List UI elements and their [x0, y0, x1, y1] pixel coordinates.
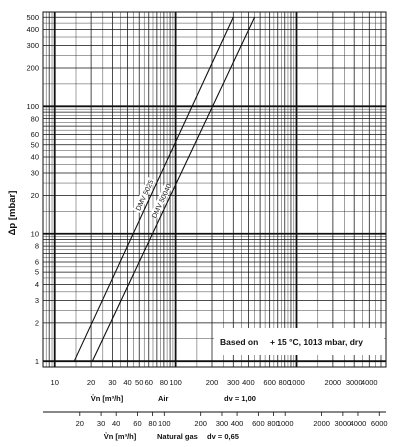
x-tick-label-gas: 6000 [370, 419, 388, 428]
x-tick-label-gas: 600 [252, 419, 265, 428]
x-axis-density-air: dv = 1,00 [224, 394, 256, 403]
x-tick-label-air: 800 [278, 378, 292, 387]
y-tick-label: 30 [30, 168, 39, 178]
x-tick-labels-air [51, 378, 378, 387]
x-axis-label-gas: V̊n [m³/h] [103, 432, 137, 441]
y-tick-label: 100 [26, 101, 39, 111]
x-tick-label-air: 100 [169, 378, 182, 387]
series-line [74, 17, 233, 361]
y-tick-label: 10 [30, 229, 39, 239]
x-tick-label-air: 20 [86, 378, 96, 387]
x-tick-label-air: 400 [242, 378, 255, 387]
y-tick-label: 60 [30, 130, 39, 140]
x-tick-label-gas: 4000 [349, 419, 367, 428]
series-line [92, 17, 254, 361]
x-tick-label-air: 30 [108, 378, 117, 387]
major-grid [43, 12, 386, 367]
x-tick-label-air: 60 [144, 378, 153, 387]
x-axis-density-gas: dv = 0,65 [207, 432, 239, 441]
x-tick-label-gas: 3000 [334, 419, 352, 428]
x-tick-label-air: 50 [135, 378, 144, 387]
y-tick-label: 1 [34, 356, 39, 366]
x-tick-label-air: 3000 [345, 378, 363, 387]
y-tick-label: 3 [34, 295, 39, 305]
y-tick-label: 4 [34, 280, 39, 290]
x-axis-medium-air: Air [158, 394, 169, 403]
y-tick-label: 400 [26, 25, 39, 35]
series-label: DMV 50040 [151, 183, 174, 220]
x-tick-label-air: 2000 [324, 378, 342, 387]
x-tick-label-gas: 800 [267, 419, 280, 428]
y-tick-labels [26, 13, 39, 366]
y-tick-label: 50 [30, 140, 39, 150]
y-axis-label: Δp [mbar] [7, 190, 18, 236]
x-tick-label-gas: 400 [230, 419, 244, 428]
x-tick-label-gas: 300 [215, 419, 229, 428]
y-tick-label: 40 [30, 152, 39, 162]
x-axis-medium-gas: Natural gas [157, 432, 198, 441]
annotation-text: + 15 °C, 1013 mbar, dry [270, 337, 363, 347]
y-tick-label: 80 [30, 114, 39, 124]
plot-frame [43, 12, 386, 367]
series-lines [74, 17, 254, 361]
y-tick-label: 500 [26, 12, 39, 22]
y-tick-label: 6 [34, 257, 39, 267]
x-tick-label-gas: 30 [96, 419, 106, 428]
x-tick-label-gas: 200 [194, 419, 207, 428]
x-tick-labels-gas [76, 412, 388, 428]
x-tick-label-gas: 20 [75, 419, 84, 428]
x-tick-label-gas: 80 [148, 419, 157, 428]
y-tick-label: 8 [34, 241, 39, 251]
x-tick-label-air: 4000 [360, 378, 378, 387]
y-tick-label: 20 [30, 190, 39, 200]
x-tick-label-air: 200 [205, 378, 219, 387]
x-tick-label-gas: 2000 [313, 419, 330, 428]
annotation-prefix: Based on [220, 337, 259, 347]
minor-grid [43, 12, 386, 367]
x-tick-label-air: 300 [227, 378, 240, 387]
x-tick-label-gas: 60 [133, 419, 142, 428]
x-tick-label-gas: 40 [112, 419, 121, 428]
conditions-annotation [214, 328, 384, 355]
y-tick-label: 200 [26, 63, 39, 73]
series-label: DMV 5025 [135, 179, 156, 213]
x-axis-label-air: V̊n [m³/h] [90, 394, 124, 403]
x-tick-label-air: 600 [263, 378, 276, 387]
x-tick-label-air: 80 [159, 378, 169, 387]
y-tick-label: 5 [34, 267, 39, 277]
x-tick-label-air: 1000 [288, 378, 305, 387]
x-tick-label-air: 40 [123, 378, 132, 387]
x-tick-label-gas: 1000 [276, 419, 294, 428]
x-tick-label-gas: 100 [158, 419, 171, 428]
y-tick-label: 2 [34, 318, 39, 328]
y-tick-label: 300 [26, 41, 39, 51]
x-tick-label-air: 10 [50, 378, 59, 387]
